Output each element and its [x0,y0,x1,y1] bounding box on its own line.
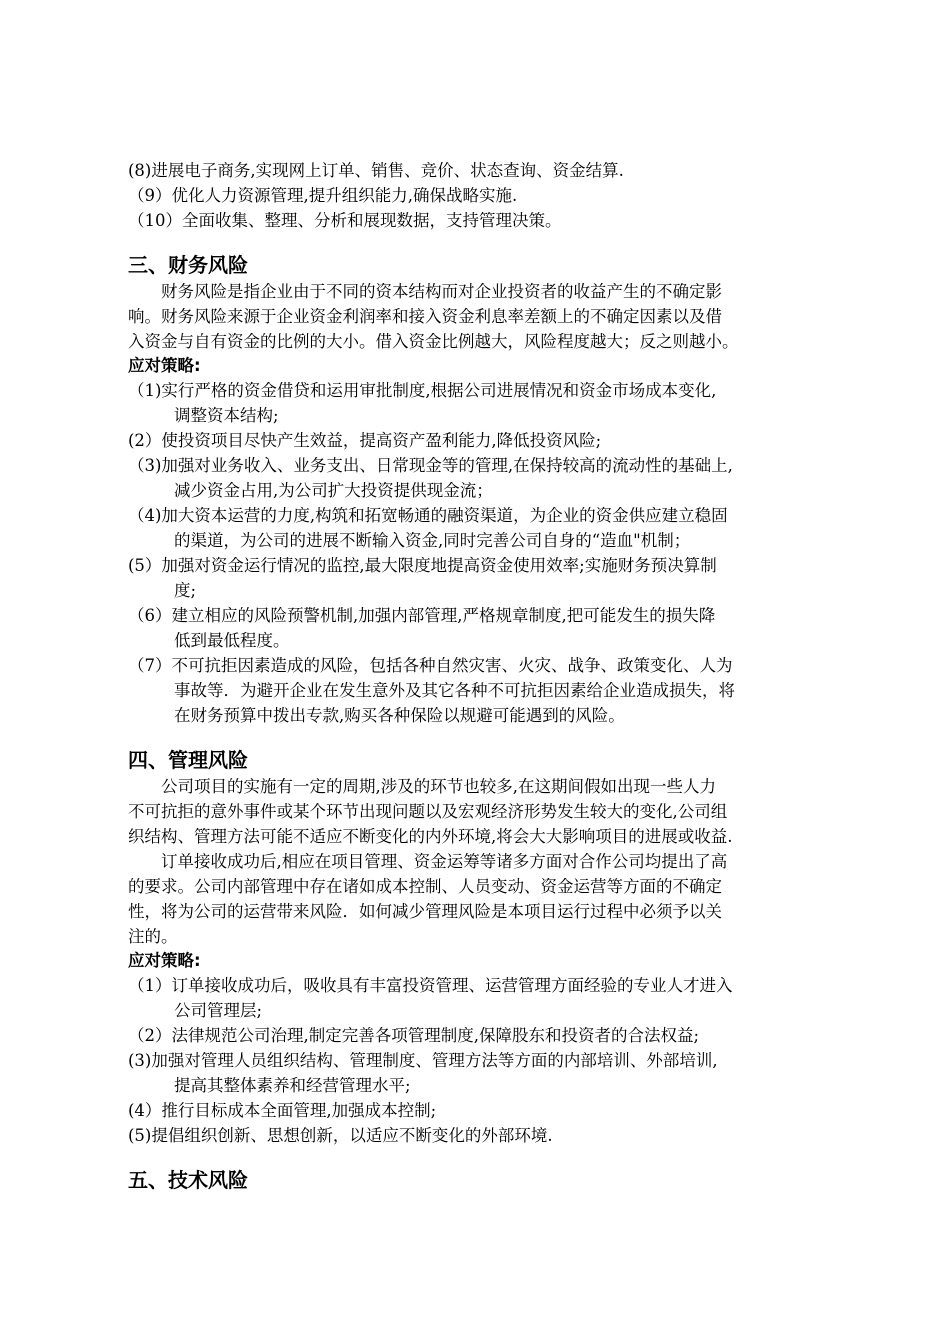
list-item [128,453,838,503]
list-item [128,378,838,428]
list-item [128,428,838,453]
list-item-continuation: 调整资本结构; [174,406,279,425]
list-item-line: (2）使投资项目尽快产生效益，提高资产盈利能力,降低投资风险; [128,431,602,450]
list-item-continuation: 公司管理层; [174,1001,263,1020]
list-item-line: （1)实行严格的资金借贷和运用审批制度,根据公司进展情况和资金市场成本变化, [128,381,717,400]
strategy-label: 应对策略: [128,951,201,970]
list-item-continuation: 在财务预算中拨出专款,购买各种保险以规避可能遇到的风险。 [174,706,625,725]
paragraph-line: 的要求。公司内部管理中存在诸如成本控制、人员变动、资金运营等方面的不确定 [128,877,722,896]
list-item-line: （7）不可抗拒因素造成的风险，包括各种自然灾害、火灾、战争、政策变化、人为 [128,656,733,675]
list-item [128,973,838,1023]
list-item [128,603,838,653]
list-item [128,1048,838,1098]
section-heading-management-risk: 四、管理风险 [128,748,248,772]
list-item-line: (3)加强对管理人员组织结构、管理制度、管理方法等方面的内部培训、外部培训, [128,1051,718,1070]
document-page [128,158,838,1194]
finance-risk-paragraph [128,279,838,354]
list-item [128,1023,838,1048]
list-item-continuation: 提高其整体素养和经营管理水平; [174,1076,411,1095]
list-item-line: （6）建立相应的风险预警机制,加强内部管理,严格规章制度,把可能发生的损失降 [128,606,716,625]
paragraph-line: 响。财务风险来源于企业资金利润率和接入资金利息率差额上的不确定因素以及借 [128,307,722,326]
paragraph-line: 入资金与自有资金的比例的大小。借入资金比例越大，风险程度越大；反之则越小。 [128,332,739,351]
list-item: (8)进展电子商务,实现网上订单、销售、竞价、状态查询、资金结算. [128,161,624,180]
list-item-continuation: 的渠道，为公司的进展不断输入资金,同时完善公司自身的“造血"机制； [174,531,691,550]
list-item-continuation: 减少资金占用,为公司扩大投资提供现金流； [174,481,493,500]
top-list [128,158,838,233]
list-item-continuation: 事故等．为避开企业在发生意外及其它各种不可抗拒因素给企业造成损失，将 [174,681,735,700]
list-item-line: (5)提倡组织创新、思想创新，以适应不断变化的外部环境. [128,1126,553,1145]
paragraph-line: 订单接收成功后,相应在项目管理、资金运筹等诸多方面对合作公司均提出了高 [161,852,728,871]
list-item: （10）全面收集、整理、分析和展现数据，支持管理决策。 [128,211,562,230]
list-item [128,653,838,728]
list-item-line: （4)加大资本运营的力度,构筑和拓宽畅通的融资渠道，为企业的资金供应建立稳固 [128,506,728,525]
list-item-continuation: 低到最低程度。 [174,631,290,650]
section-heading-finance-risk: 三、财务风险 [128,253,248,277]
management-risk-paragraph-1 [128,774,838,849]
list-item-line: (4）推行目标成本全面管理,加强成本控制; [128,1101,437,1120]
paragraph-line: 财务风险是指企业由于不同的资本结构而对企业投资者的收益产生的不确定影 [161,282,722,301]
list-item [128,503,838,553]
list-item-continuation: 度; [174,581,197,600]
list-item [128,1098,838,1123]
paragraph-line: 注的。 [128,927,178,946]
list-item [128,1123,838,1148]
paragraph-line: 不可抗拒的意外事件或某个环节出现问题以及宏观经济形势发生较大的变化,公司组 [128,802,728,821]
list-item-line: （1）订单接收成功后，吸收具有丰富投资管理、运营管理方面经验的专业人才进入 [128,976,733,995]
section-heading-technical-risk: 五、技术风险 [128,1168,248,1192]
paragraph-line: 性，将为公司的运营带来风险．如何减少管理风险是本项目运行过程中必须予以关 [128,902,722,921]
finance-strategy-list [128,378,838,728]
list-item [128,553,838,603]
management-strategy-list [128,973,838,1148]
list-item-line: （3)加强对业务收入、业务支出、日常现金等的管理,在保持较高的流动性的基础上, [128,456,733,475]
paragraph-line: 公司项目的实施有一定的周期,涉及的环节也较多,在这期间假如出现一些人力 [161,777,716,796]
management-risk-paragraph-2 [128,849,838,949]
paragraph-line: 织结构、管理方法可能不适应不断变化的内外环境,将会大大影响项目的进展或收益. [128,827,733,846]
strategy-label: 应对策略: [128,356,201,375]
list-item: （9）优化人力资源管理,提升组织能力,确保战略实施. [128,186,518,205]
list-item-line: （2）法律规范公司治理,制定完善各项管理制度,保障股东和投资者的合法权益; [128,1026,700,1045]
list-item-line: (5）加强对资金运行情况的监控,最大限度地提高资金使用效率;实施财务预决算制 [128,556,717,575]
